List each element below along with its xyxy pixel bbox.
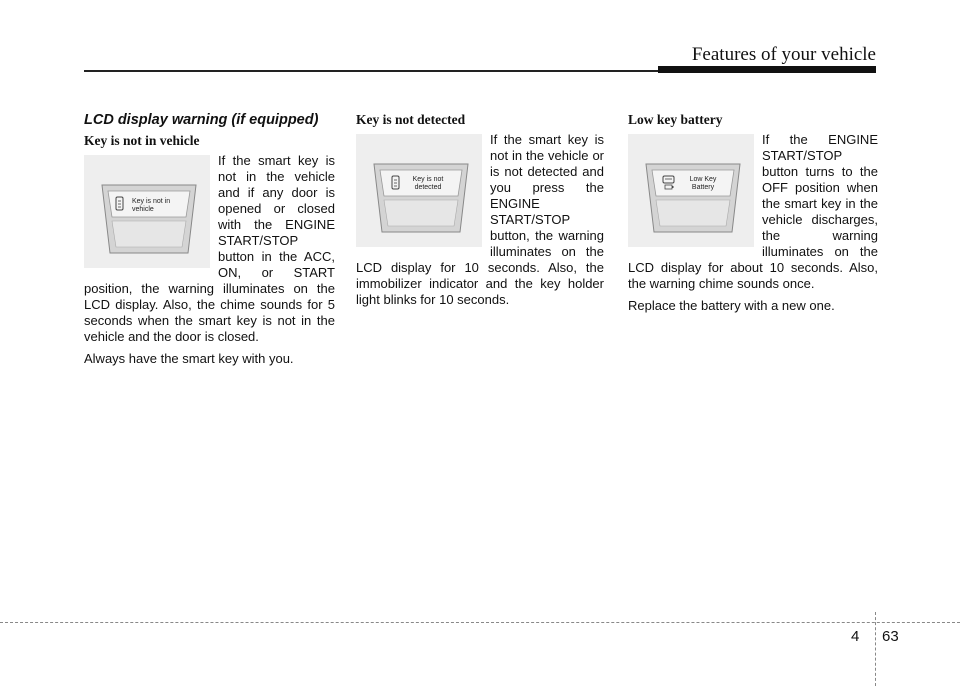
paragraph: If the smart key is not in the vehicle and if any door is opened or closed with the ENGINE START/STOP button in the ACC, ON, or START position, the warning illuminates on the LCD display. Also, the chime sounds for 5 seconds when the smart key is not in the vehicle and the door is closed. xyxy=(84,153,335,344)
header-rule xyxy=(84,70,660,72)
lcd-figure-key-not-detected xyxy=(356,134,482,247)
column-key-not-in-vehicle xyxy=(84,108,335,373)
column-low-key-battery xyxy=(628,108,878,320)
subtitle-key-not-detected: Key is not detected xyxy=(356,112,466,127)
footer-rule xyxy=(0,622,960,623)
paragraph: Replace the battery with a new one. xyxy=(628,298,835,313)
lcd-label: Key is not detected xyxy=(412,176,444,191)
lcd-label: Low Key Battery xyxy=(689,176,717,191)
paragraph: If the smart key is not in the vehicle or is not detected and you press the ENGINE START/STOP button, the warning illuminates on the LCD display for 10 seconds. Also, the immobilizer indicator and the key holder light blinks for 10 seconds. xyxy=(356,132,604,307)
chapter-number: 4 xyxy=(851,628,860,645)
footer-divider xyxy=(875,612,876,686)
page-number: 63 xyxy=(882,628,899,645)
paragraph: Always have the smart key with you. xyxy=(84,351,294,366)
lcd-label: Key is not in vehicle xyxy=(132,198,171,213)
header-rule-accent xyxy=(658,66,876,73)
lcd-figure-low-key-battery xyxy=(628,134,754,247)
paragraph: If the ENGINE START/STOP button turns to the OFF position when the smart key in the vehicle discharges, the warning illuminates on the LCD display for about 10 seconds. Also, the warning chime sounds once. xyxy=(628,132,878,291)
header-title: Features of your vehicle xyxy=(691,44,876,65)
subtitle-key-not-in-vehicle: Key is not in vehicle xyxy=(84,133,200,148)
column-key-not-detected xyxy=(356,108,604,314)
lcd-figure-key-not-in-vehicle xyxy=(84,155,210,268)
subtitle-low-key-battery: Low key battery xyxy=(628,112,723,127)
section-title: LCD display warning (if equipped) xyxy=(84,112,319,128)
